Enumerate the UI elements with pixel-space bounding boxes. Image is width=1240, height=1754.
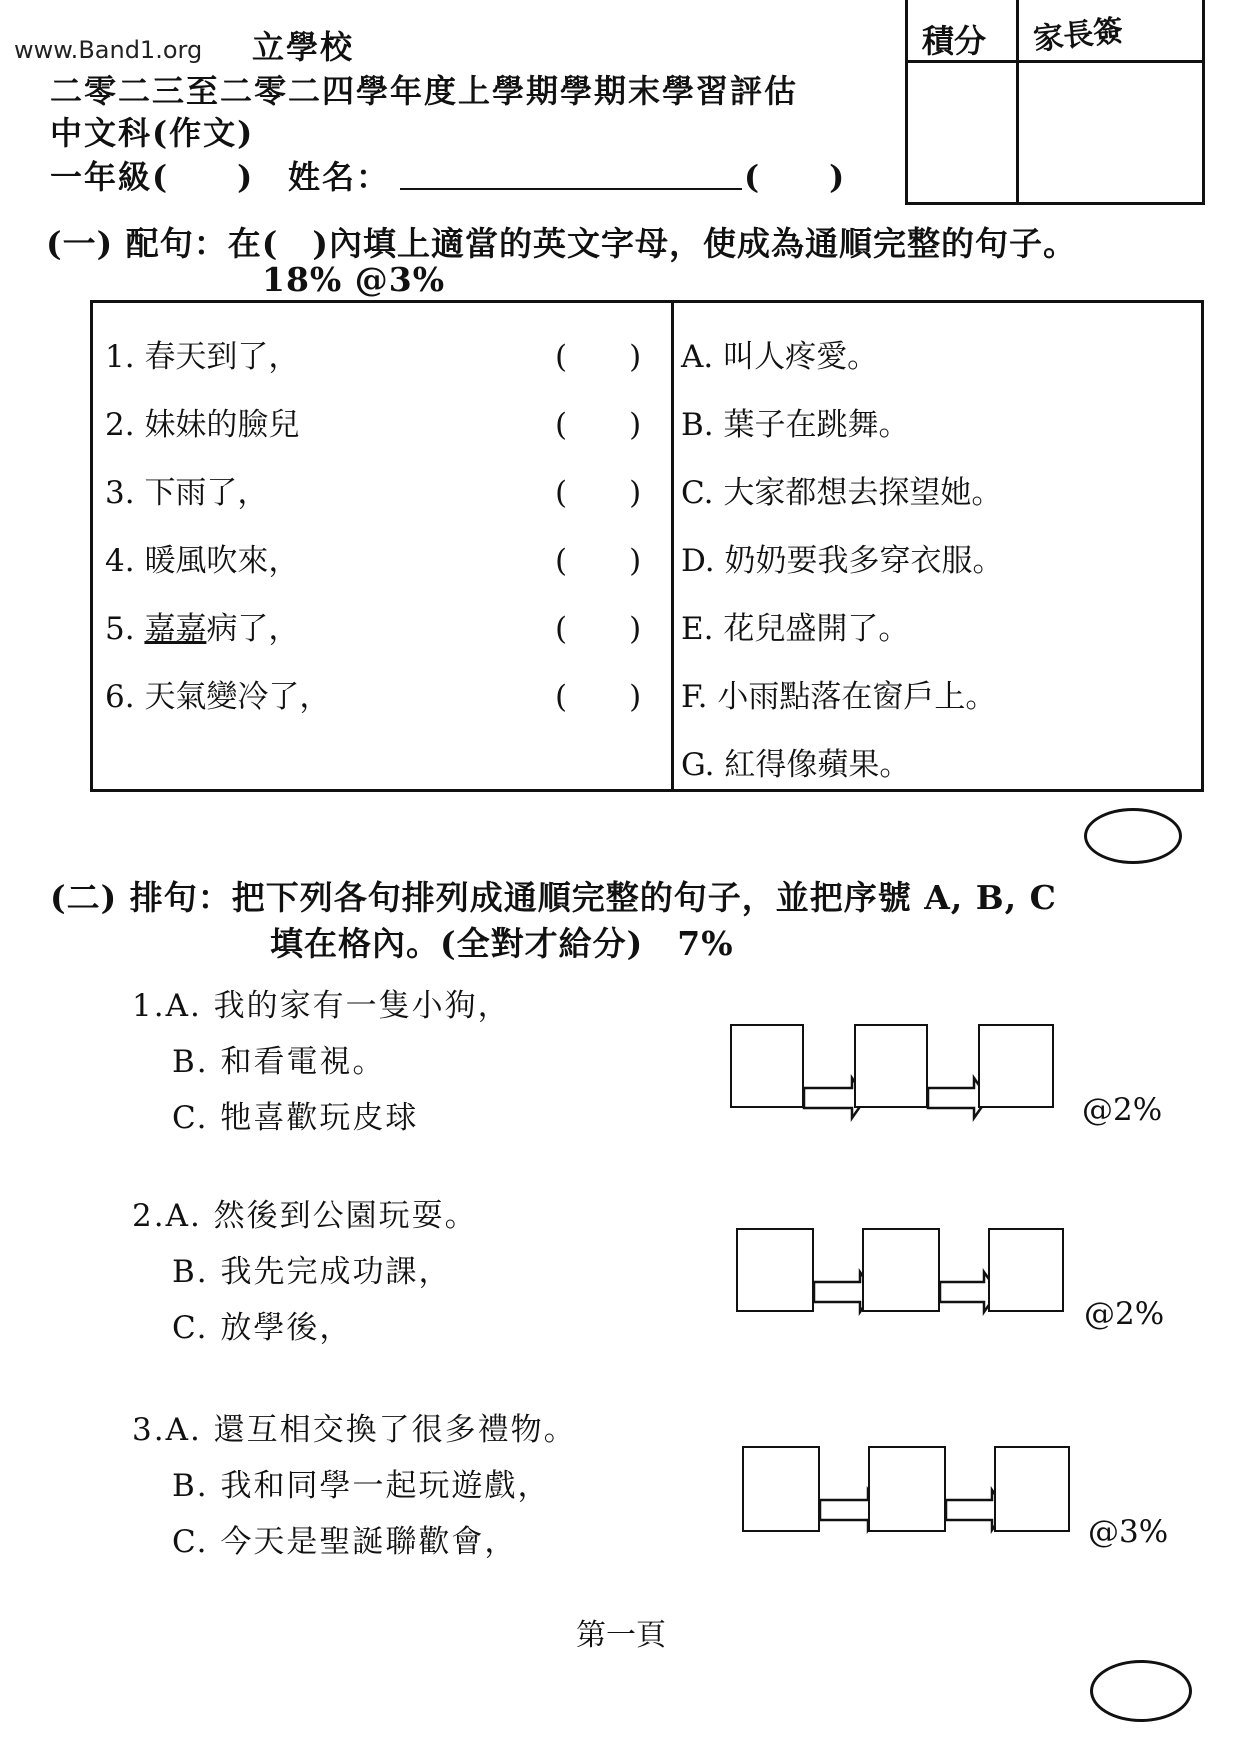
proper-name: 嘉嘉 [144, 611, 207, 647]
right-item-letter: F. [681, 679, 708, 715]
right-item-c [681, 467, 1002, 512]
right-item-text: 花兒盛開了。 [723, 611, 910, 647]
score-box-divider-v [1016, 0, 1019, 202]
section1-marks: 18% @3% [262, 260, 446, 299]
q2-marks: @2% [1084, 1296, 1165, 1332]
section1-title: (一) 配句：在( )內填上適當的英文字母，使成為通順完整的句子。 [46, 224, 1077, 263]
name-line[interactable] [400, 188, 742, 190]
answer-box-2[interactable] [862, 1228, 940, 1312]
right-item-letter: A. [681, 339, 714, 375]
right-item-b [681, 399, 910, 444]
answer-paren-3[interactable]: ( ) [555, 475, 642, 511]
answer-paren-6[interactable]: ( ) [555, 679, 642, 715]
left-item-6 [105, 671, 330, 716]
right-item-letter: B. [681, 407, 714, 443]
section2-subtitle: 填在格內。(全對才給分) 7% [270, 924, 734, 963]
right-item-g [681, 739, 910, 784]
left-item-number: 2. [105, 407, 135, 443]
q1-line-c: C. 牠喜歡玩皮球 [172, 1100, 419, 1136]
sentence-text: A. 我的家有一隻小狗， [165, 988, 511, 1024]
q3-line-c: C. 今天是聖誕聯歡會， [172, 1524, 518, 1560]
answer-box-1[interactable] [730, 1024, 804, 1108]
answer-box-1[interactable] [742, 1446, 820, 1532]
left-item-number: 5. [105, 611, 135, 647]
right-item-text: 小雨點落在窗戶上。 [717, 679, 997, 715]
right-item-letter: D. [681, 543, 715, 579]
q1-sequence-boxes [730, 1022, 1070, 1122]
matching-table [90, 300, 1204, 792]
q1-line-b: B. 和看電視。 [172, 1044, 386, 1080]
right-item-letter: C. [681, 475, 714, 511]
subject-title: 中文科(作文) [50, 114, 255, 152]
q1-marks: @2% [1082, 1092, 1163, 1128]
q2-line-c: C. 放學後， [172, 1310, 353, 1346]
left-item-text: 暖風吹來， [144, 543, 300, 579]
right-item-f [681, 671, 996, 716]
left-item-3 [105, 467, 268, 512]
grade-label: 一年級( ) [50, 158, 255, 196]
answer-paren-4[interactable]: ( ) [555, 543, 642, 579]
section1-score-oval[interactable] [1084, 808, 1182, 864]
sentence-text: A. 還互相交換了很多禮物。 [165, 1412, 577, 1448]
right-item-e [681, 603, 909, 648]
answer-box-3[interactable] [978, 1024, 1054, 1108]
left-item-number: 1. [105, 339, 135, 375]
exam-title: 二零二三至二零二四學年度上學期學期末學習評估 [50, 72, 799, 110]
answer-paren-1[interactable]: ( ) [555, 339, 642, 375]
q1-line-a [132, 980, 511, 1025]
left-item-1 [105, 331, 299, 376]
answer-box-3[interactable] [994, 1446, 1070, 1532]
right-item-text: 奶奶要我多穿衣服。 [724, 543, 1004, 579]
left-item-number: 3. [105, 475, 135, 511]
page-number: 第一頁 [576, 1618, 666, 1653]
left-item-text: 病了， [206, 611, 300, 647]
left-item-5 [105, 603, 299, 648]
right-item-letter: E. [681, 611, 714, 647]
q2-line-a [132, 1190, 478, 1235]
left-item-number: 4. [105, 543, 135, 579]
answer-box-3[interactable] [988, 1228, 1064, 1312]
name-label: 姓名： [288, 158, 391, 196]
school-name: 立學校 [252, 28, 355, 66]
answer-paren-5[interactable]: ( ) [555, 611, 642, 647]
q3-sequence-boxes [742, 1444, 1082, 1544]
q3-line-a [132, 1404, 577, 1449]
right-item-text: 葉子在跳舞。 [723, 407, 910, 443]
left-item-text: 下雨了， [144, 475, 269, 511]
watermark-text: www.Band1.org [14, 36, 203, 64]
answer-box-2[interactable] [868, 1446, 946, 1532]
score-label: 積分 [922, 22, 987, 60]
q2-sequence-boxes [736, 1226, 1076, 1326]
q3-marks: @3% [1088, 1514, 1169, 1550]
left-item-text: 妹妹的臉兒 [144, 407, 300, 443]
sentence-text: A. 然後到公園玩耍。 [165, 1198, 478, 1234]
matching-table-divider [671, 303, 674, 789]
section2-title: (二) 排句：把下列各句排列成通順完整的句子，並把序號 A, B, C [50, 878, 1057, 917]
right-item-letter: G. [681, 747, 715, 783]
question-number: 3. [132, 1412, 166, 1448]
answer-paren-2[interactable]: ( ) [555, 407, 642, 443]
q3-line-b: B. 我和同學一起玩遊戲， [172, 1468, 551, 1504]
answer-box-1[interactable] [736, 1228, 814, 1312]
q2-line-b: B. 我先完成功課， [172, 1254, 452, 1290]
right-item-text: 紅得像蘋果。 [724, 747, 911, 783]
left-item-text: 春天到了， [144, 339, 300, 375]
left-item-text: 天氣變冷了， [144, 679, 331, 715]
section2-score-oval[interactable] [1090, 1660, 1192, 1722]
question-number: 2. [132, 1198, 166, 1234]
right-item-text: 叫人疼愛。 [723, 339, 879, 375]
left-item-2 [105, 399, 299, 444]
left-item-4 [105, 535, 299, 580]
score-box [905, 0, 1205, 205]
answer-box-2[interactable] [854, 1024, 928, 1108]
right-item-text: 大家都想去探望她。 [723, 475, 1003, 511]
right-item-d [681, 535, 1003, 580]
right-item-a [681, 331, 878, 376]
class-number-paren: ( ) [744, 158, 847, 196]
left-item-number: 6. [105, 679, 135, 715]
question-number: 1. [132, 988, 166, 1024]
parent-sign-label: 家長簽 [1031, 13, 1125, 58]
